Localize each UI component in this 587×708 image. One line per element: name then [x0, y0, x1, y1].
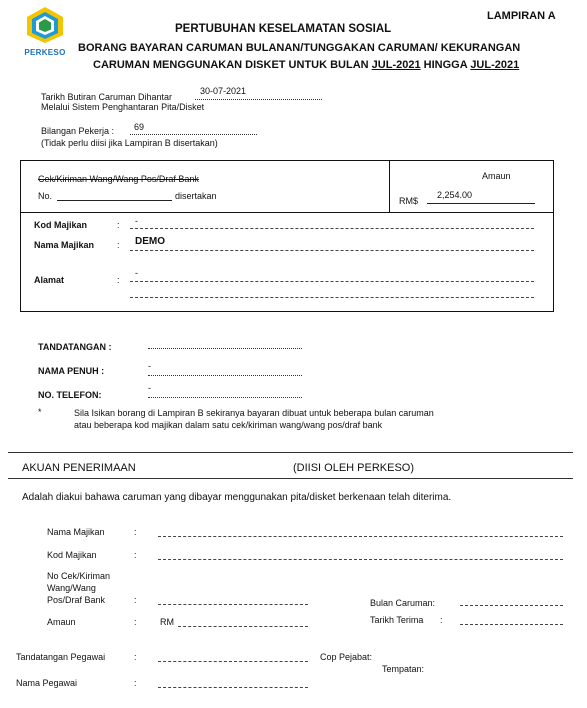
disertakan-label: disertakan	[175, 191, 217, 201]
ack-nama-majikan-colon: :	[134, 527, 137, 537]
bilangan-line	[130, 134, 257, 135]
note-line-2: atau beberapa kod majikan dalam satu cek/kiriman wang/wang pos/draf bank	[74, 420, 383, 430]
ack-kod-majikan-line	[158, 559, 563, 560]
ack-bulan-caruman-line	[460, 605, 563, 606]
tandatangan-label: TANDATANGAN :	[38, 342, 112, 352]
nama-penuh-value: -	[148, 361, 151, 371]
alamat-colon: :	[117, 275, 120, 285]
nama-majikan-value: DEMO	[135, 236, 165, 247]
ack-rm-label: RM	[160, 617, 174, 627]
ack-tempatan-label: Tempatan:	[382, 664, 425, 674]
ack-tandatangan-pegawai-colon: :	[134, 652, 137, 662]
no-label: No.	[38, 191, 53, 201]
melalui-text: Melalui Sistem Penghantaran Pita/Disket	[41, 102, 205, 112]
amount-divider	[389, 160, 390, 212]
note-star: *	[38, 407, 42, 417]
kod-majikan-colon: :	[117, 220, 120, 230]
rm-label: RM$	[399, 196, 419, 206]
bilangan-note: (Tidak perlu diisi jika Lampiran B disertakan)	[41, 138, 218, 148]
ack-cop-pejabat-label: Cop Pejabat:	[320, 652, 373, 662]
payment-divider	[20, 212, 554, 213]
ack-no-cek-line2: Wang/Wang	[47, 583, 96, 593]
alamat-line-1	[130, 281, 534, 282]
ack-nama-majikan-label: Nama Majikan	[47, 527, 105, 537]
ack-no-cek-line1: No Cek/Kiriman	[47, 571, 111, 581]
ack-tandatangan-pegawai-line	[158, 661, 308, 662]
month-from: JUL-2021	[371, 59, 421, 71]
acknowledgement-title: AKUAN PENERIMAAN	[22, 462, 136, 474]
nama-penuh-line	[148, 375, 302, 376]
ack-bulan-caruman-label: Bulan Caruman:	[370, 598, 436, 608]
cheque-number-line	[57, 200, 172, 201]
telefon-line	[148, 397, 302, 398]
nama-majikan-label: Nama Majikan	[34, 240, 95, 250]
acknowledgement-top-rule	[8, 452, 573, 453]
tarikh-label: Tarikh Butiran Caruman Dihantar	[41, 92, 173, 102]
form-title-line2	[93, 59, 519, 71]
ack-no-cek-line3: Pos/Draf Bank	[47, 595, 106, 605]
amaun-label: Amaun	[482, 171, 511, 181]
ack-tandatangan-pegawai-label: Tandatangan Pegawai	[16, 652, 106, 662]
nama-majikan-colon: :	[117, 240, 120, 250]
hingga-label: HINGGA	[423, 59, 468, 71]
amount-value: 2,254.00	[437, 190, 473, 200]
nama-penuh-label: NAMA PENUH :	[38, 366, 105, 376]
tarikh-line	[195, 99, 322, 100]
lampiran-label: LAMPIRAN A	[487, 10, 556, 22]
ack-tarikh-terima-line	[460, 624, 563, 625]
acknowledgement-bottom-rule	[8, 478, 573, 479]
amount-line	[427, 203, 535, 204]
ack-nama-majikan-line	[158, 536, 563, 537]
ack-tarikh-terima-label: Tarikh Terima	[370, 615, 424, 625]
ack-amaun-label: Amaun	[47, 617, 76, 627]
ack-no-cek-field-line	[158, 604, 308, 605]
note-line-1: Sila Isikan borang di Lampiran B sekiranya bayaran dibuat untuk beberapa bulan caruman	[74, 408, 434, 418]
ack-kod-majikan-label: Kod Majikan	[47, 550, 97, 560]
kod-majikan-value: -	[135, 216, 138, 226]
nama-majikan-line	[130, 250, 534, 251]
telefon-value: -	[148, 383, 151, 393]
perkeso-logo	[22, 5, 68, 57]
alamat-label: Alamat	[34, 275, 65, 285]
ack-nama-pegawai-colon: :	[134, 678, 137, 688]
tarikh-value: 30-07-2021	[200, 86, 247, 96]
acknowledgement-subtitle: (DIISI OLEH PERKESO)	[293, 462, 415, 474]
ack-amaun-line	[178, 626, 308, 627]
bilangan-label: Bilangan Pekerja :	[41, 126, 115, 136]
alamat-value: -	[135, 268, 138, 278]
alamat-line-2	[130, 297, 534, 298]
cek-label: Cek/Kiriman Wang/Wang Pos/Draf Bank	[38, 174, 199, 184]
title-line2-text: CARUMAN MENGGUNAKAN DISKET UNTUK BULAN	[93, 59, 369, 71]
telefon-label: NO. TELEFON:	[38, 390, 102, 400]
perkeso-logo-icon	[22, 5, 68, 43]
acknowledgement-statement: Adalah diakui bahawa caruman yang dibayar menggunakan pita/disket berkenaan telah diterima.	[22, 492, 452, 503]
org-title: PERTUBUHAN KESELAMATAN SOSIAL	[175, 23, 392, 35]
bilangan-value: 69	[134, 122, 145, 132]
form-title-line1: BORANG BAYARAN CARUMAN BULANAN/TUNGGAKAN CARUMAN/ KEKURANGAN	[78, 42, 521, 54]
ack-amaun-colon: :	[134, 617, 137, 627]
kod-majikan-line	[130, 228, 534, 229]
ack-no-cek-colon: :	[134, 595, 137, 605]
ack-nama-pegawai-line	[158, 687, 308, 688]
ack-nama-pegawai-label: Nama Pegawai	[16, 678, 78, 688]
ack-tarikh-terima-colon: :	[440, 615, 443, 625]
kod-majikan-label: Kod Majikan	[34, 220, 88, 230]
ack-kod-majikan-colon: :	[134, 550, 137, 560]
perkeso-logo-text: PERKESO	[24, 48, 66, 57]
month-to: JUL-2021	[470, 59, 520, 71]
tandatangan-line	[148, 348, 302, 349]
